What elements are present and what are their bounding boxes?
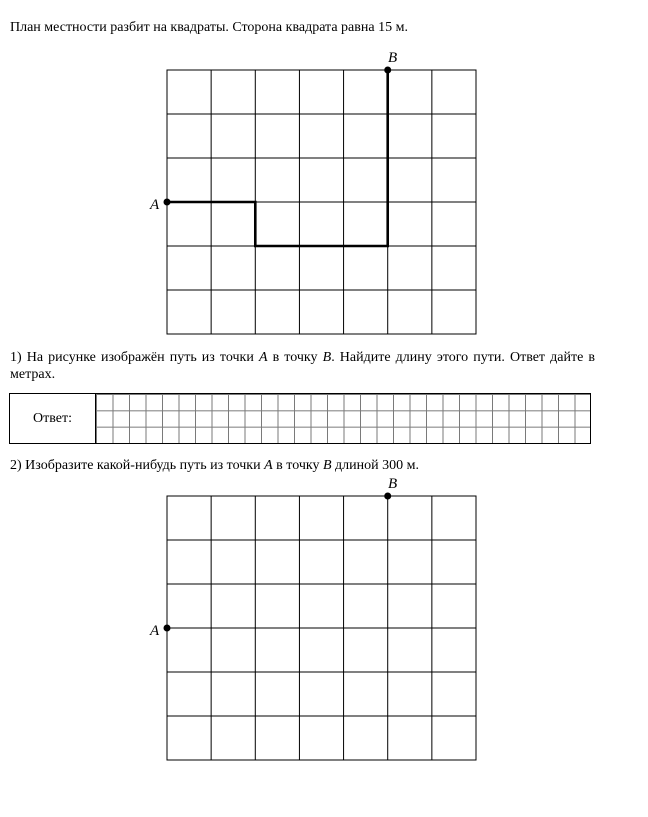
figure-2-grid[interactable] xyxy=(140,470,500,765)
answer-label: Ответ: xyxy=(33,411,72,426)
question-2-point-a: A xyxy=(264,458,273,473)
question-2-point-b: B xyxy=(322,458,332,473)
point-a-label-2: A xyxy=(150,623,160,639)
figure-2-lines xyxy=(167,496,476,760)
point-b-label-2: B xyxy=(388,476,398,492)
question-2-middle: в точку xyxy=(272,458,323,473)
question-1-point-a: A xyxy=(258,350,268,365)
point-b-marker xyxy=(384,67,391,74)
question-1-suffix: . Найдите длину этого пути. Ответ дайте в метрах. xyxy=(10,350,596,382)
point-a-label: A xyxy=(150,197,160,213)
point-a-marker xyxy=(164,199,171,206)
point-b-marker-2 xyxy=(384,493,391,500)
question-1-point-b: B xyxy=(322,350,332,365)
figure-1-grid xyxy=(140,44,500,339)
question-1-prefix: 1) На рисунке изображён путь из точки xyxy=(10,350,259,365)
question-2-prefix: 2) Изобразите какой-нибудь путь из точки xyxy=(10,458,265,473)
answer-input-grid[interactable] xyxy=(95,394,590,443)
question-1-middle: в точку xyxy=(267,350,323,365)
question-1 xyxy=(10,349,595,383)
intro-text: План местности разбит на квадраты. Сторона квадрата равна 15 м. xyxy=(10,20,408,35)
point-a-marker-2 xyxy=(164,625,171,632)
answer-box xyxy=(9,393,591,444)
point-b-label: B xyxy=(388,50,398,66)
question-2-suffix: длиной 300 м. xyxy=(331,458,419,473)
